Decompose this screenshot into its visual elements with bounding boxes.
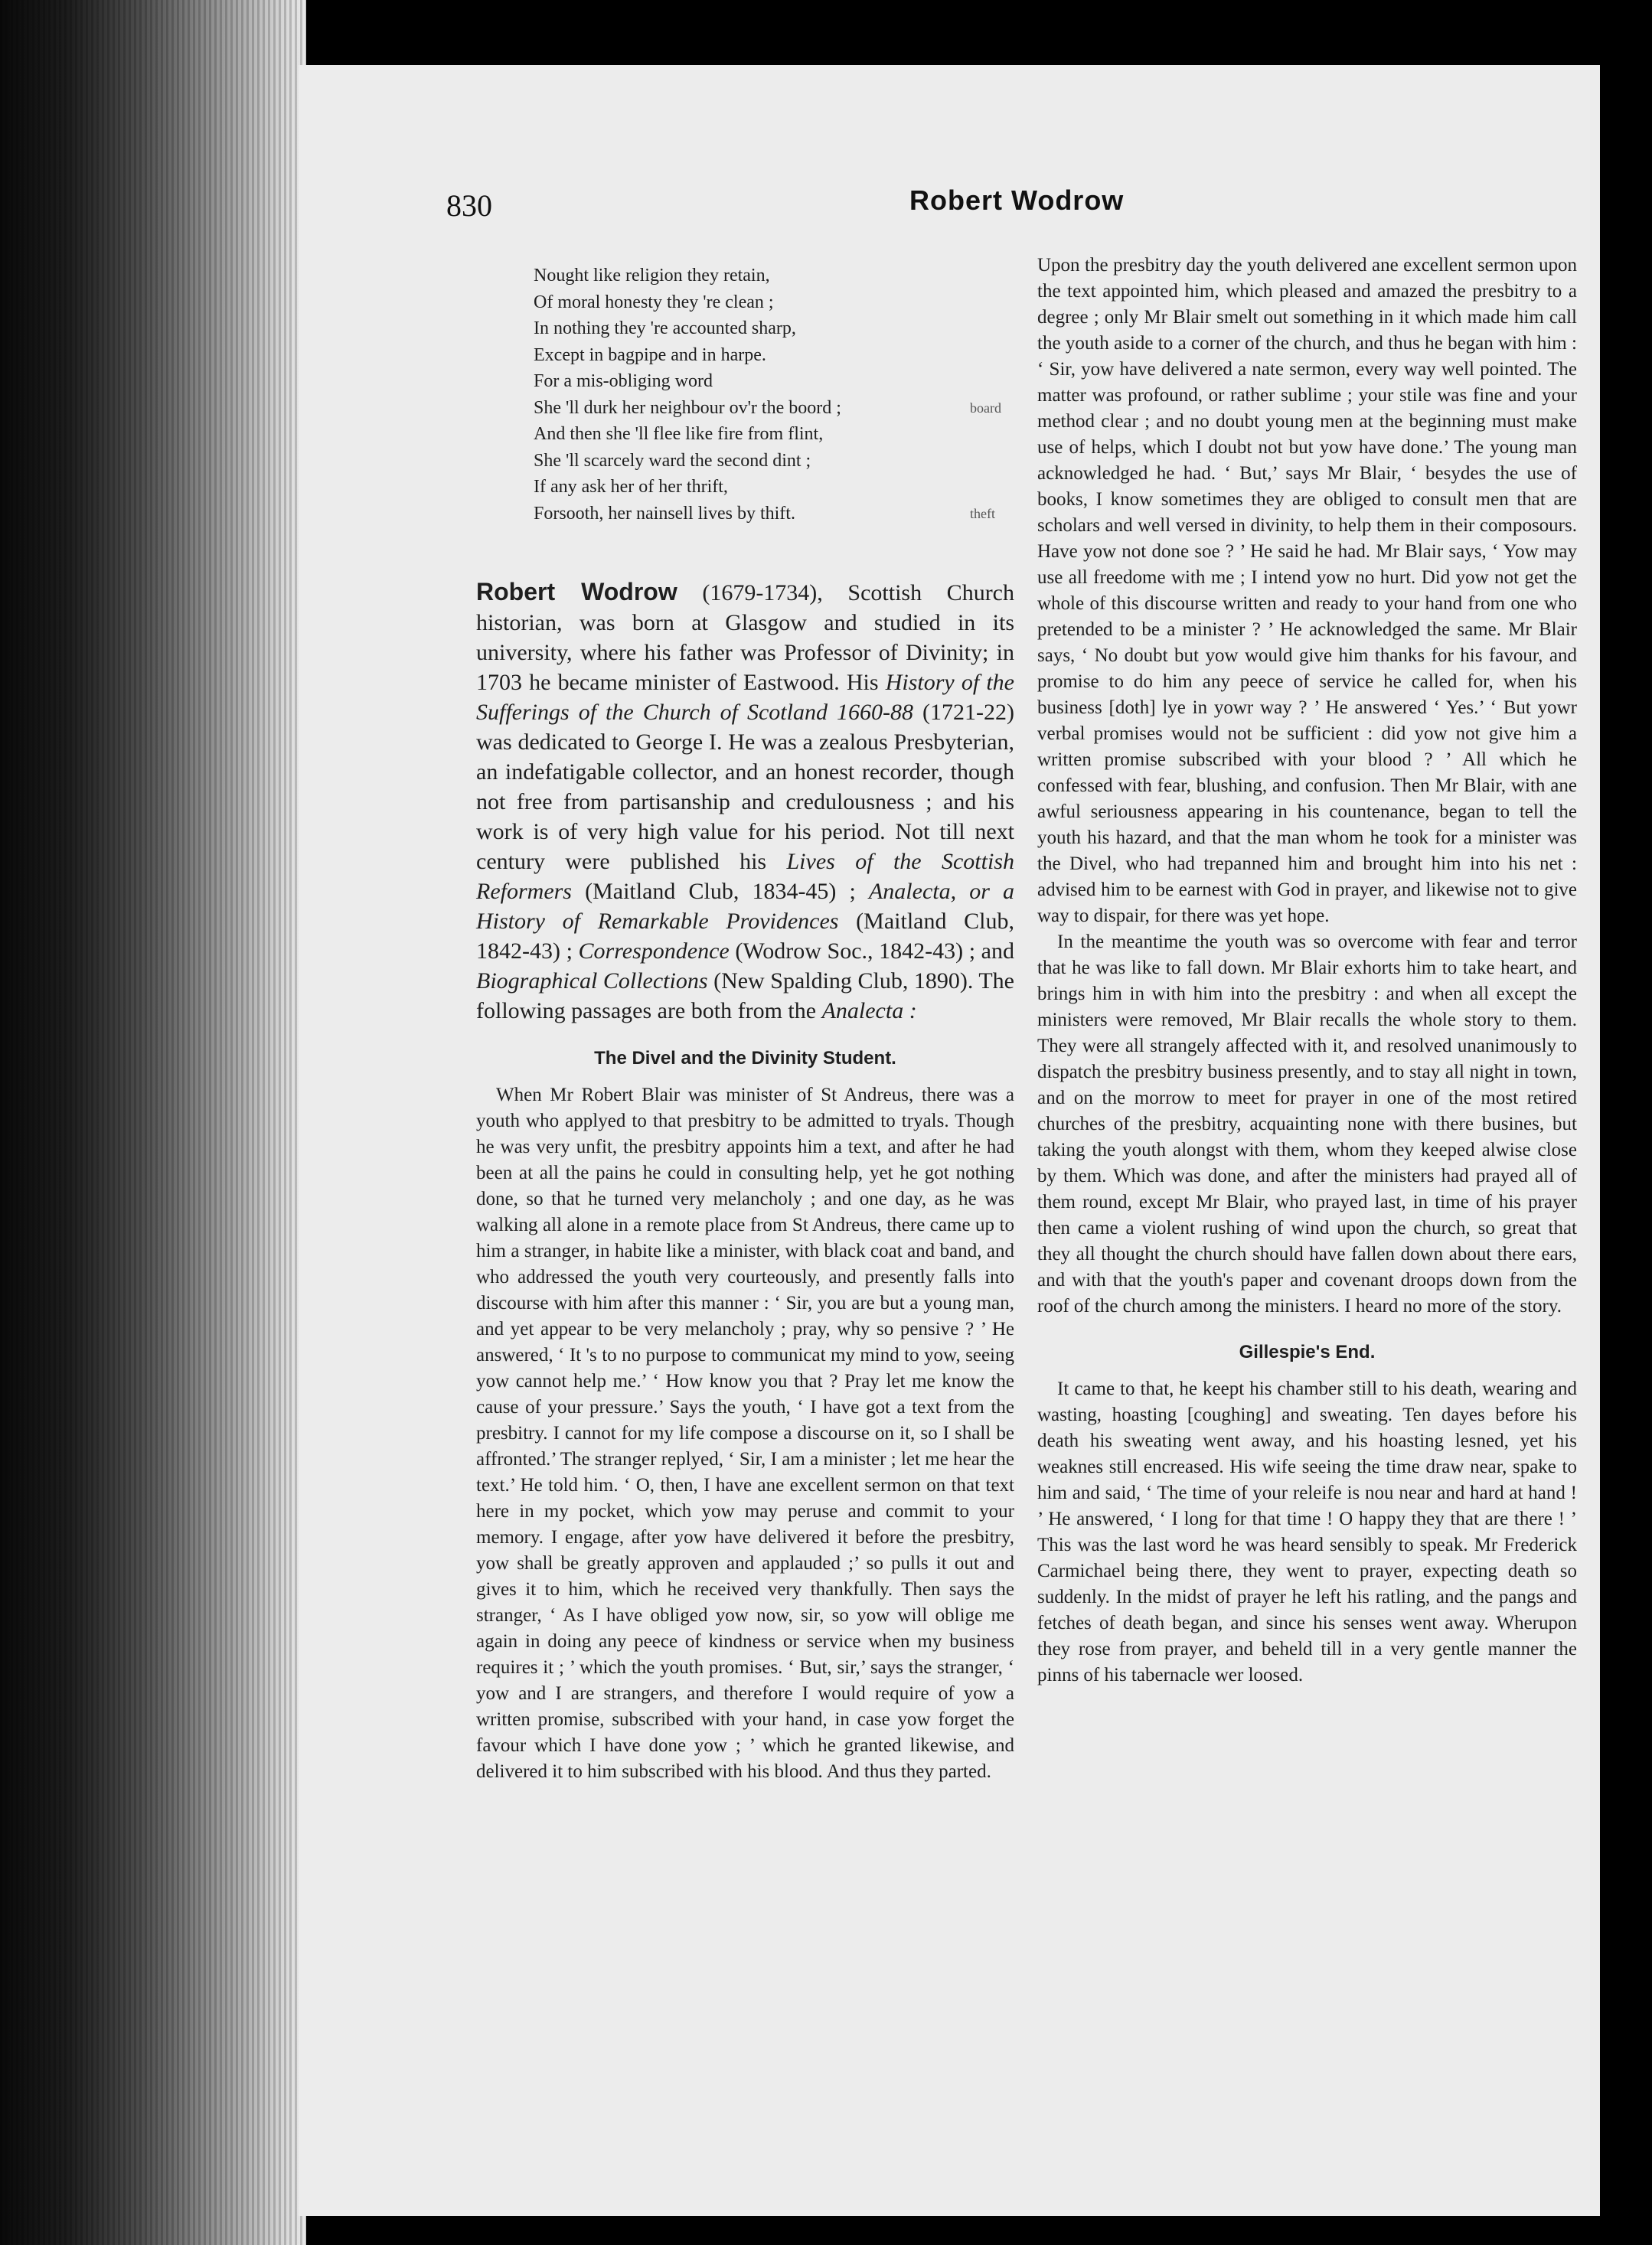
- section-title: Gillespie's End.: [1239, 1342, 1376, 1362]
- work-title: Analecta :: [821, 998, 917, 1023]
- paragraph: In the meantime the youth was so overcome with fear and terror that he was like to fall down. Mr Blair exhorts him to take heart, and brings him in with him into the presbitry : and when all except the ministers were removed, Mr Blair recalls the whole story to them. They were all strangely affected with it, and resolved unanimously to dispatch the presbitry business presently, and to stay all night in town, and on the morrow to meet for prayer in one of the most retired churches of the presbitry, acquainting none with there busines, but taking the youth alongst with them, whom they keeped alwise close by them. Which was done, and after the ministers had prayed all of them round, except Mr Blair, who prayed last, in time of his prayer then came a violent rushing of wind upon the church, so great that they all thought the church should have fallen down about there ears, and with that the youth's paper and covenant droops down from the roof of the church among the ministers. I heard no more of the story.: [1037, 932, 1577, 1317]
- poem-line: She 'll durk her neighbour ov'r the boord ; board: [534, 395, 1014, 422]
- work-title: Biographical Collections: [476, 968, 708, 994]
- right-column: [1037, 253, 1577, 1689]
- left-column: [476, 256, 1014, 1785]
- poem-line: And then she 'll flee like fire from flint,: [534, 424, 824, 444]
- margin-gloss: theft: [970, 505, 995, 521]
- running-head: Robert Wodrow: [909, 184, 1125, 216]
- poem-line: Of moral honesty they 're clean ;: [534, 292, 774, 312]
- entry-headword: Robert Wodrow: [476, 578, 677, 605]
- poem-line: In nothing they 're accounted sharp,: [534, 318, 796, 338]
- paragraph: It came to that, he keept his chamber still to his death, wearing and wasting, hoasting [coughing] and sweating. Ten dayes before his death his sweating went away, and his hoasting lesned, yet his weaknes still encreased. His wife seeing the time draw near, spake to him and said, ‘ The time of your releife is nou near and hard at hand ! ’ He answered, ‘ I long for that time ! O happy they that are there ! ’ This was the last word he was heard sensibly to speak. Mr Frederick Carmichael being there, they went to prayer, expecting death so suddenly. In the midst of prayer he left his ratling, and the pangs and fetches of death began, and since his senses went away. Wherupon they rose from prayer, and beheld till in a very gentle manner the pinns of his tabernacle wer loosed.: [1037, 1379, 1577, 1685]
- paragraph: When Mr Robert Blair was minister of St Andreus, there was a youth who applyed to that presbitry to be admitted to tryals. Though he was very unfit, the presbitry appoints him a text, and after he had been at all the pains he could in consulting help, yet he got nothing done, so that he turned very melancholy ; and one day, as he was walking all alone in a remote place from St Andreus, there came up to him a stranger, in habite like a minister, with black coat and band, and who addressed the youth very courteously, and presently falls into discourse with him after this manner : ‘ Sir, you are but a young man, and yet appear to be very melancholy ; pray, why so pensive ? ’ He answered, ‘ It 's to no purpose to communicat my mind to yow, seeing yow cannot help me.’ ‘ How know you that ? Pray let me know the cause of your pressure.’ Says the youth, ‘ I have got a text from the presbitry. I cannot for my life compose a discourse on it, so I shall be affronted.’ The stranger replyed, ‘ Sir, I am a minister ; let me hear the text.’ He told him. ‘ O, then, I have ane excellent sermon on that text here in my pocket, which yow may peruse and commit to your memory. I engage, after yow have delivered it before the presbitry, yow shall be greatly approven and applauded ;’ so pulls it out and gives it to him, which he received very thankfully. Then says the stranger, ‘ As I have obliged yow now, sir, so yow will oblige me again in doing any peece of kindness or service when my business requires it ; ’ which the youth promises. ‘ But, sir,’ says the stranger, ‘ yow and I are strangers, and therefore I would require of yow a written promise, subscribed with your hand, in case yow forget the favour which I have done yow ; ’ which he granted likewise, and delivered it to him subscribed with his blood. And thus they parted.: [476, 1085, 1014, 1782]
- poem-line: Forsooth, her nainsell lives by thift. theft: [534, 501, 1014, 527]
- poem-line: Except in bagpipe and in harpe.: [534, 344, 766, 365]
- paragraph: Upon the presbitry day the youth delivered ane excellent sermon upon the text appointed him, which pleased and amazed the presbitry to a degree ; only Mr Blair smelt out something in it which made him call the youth aside to a corner of the church, and thus he began with him : ‘ Sir, yow have delivered a nate sermon, every way well pointed. The matter was profound, or rather sublime ; your stile was fine and your method clear ; and no doubt young men at the beginning must make use of helps, which I doubt not but yow have done.’ The young man acknowledged he had. ‘ But,’ says Mr Blair, ‘ besydes the use of books, I know sometimes they are obliged to consult men that are scholars and well versed in divinity, to help them in their composours. Have yow not done soe ? ’ He said he had. Mr Blair says, ‘ Yow may use all freedome with me ; I intend yow no hurt. Did yow not get the whole of this discourse written and ready to your hand from one who pretended to be a minister ? ’ He acknowledged the same. Mr Blair says, ‘ No doubt but yow would give him thanks for his favour, and promise to do him any peece of service he called for, when his business [doth] lye in yowr way ? ’ He answered ‘ Yes.’ ‘ But yowr verbal promises would not be sufficient : did yow not give him a written promise subscribed with your blood ? ’ All which he confessed with fear, blushing, and confusion. Then Mr Blair, with ane awful seriousness appearing in his countenance, began to tell the youth his hazard, and that the man whom he took for a minister was the Divel, who had trepanned him and brought him into his net : advised him to be earnest with God in prayer, and likewise not to give way to dispair, for there was yet hope.: [1037, 255, 1577, 926]
- page-number: 830: [446, 188, 492, 223]
- work-title: Correspondence: [578, 938, 730, 964]
- biographical-entry: Robert Wodrow (1679-1734), Scottish Church historian, was born at Glasgow and studied in its university, where his father was Professor of Divinity; in 1703 he became minister of Eastwood. His History of the Sufferings of the Church of Scotland 1660-88 (1721-22) was dedicated to George I. He was a zealous Presbyterian, an indefatigable collector, and an honest recorder, though not free from partisanship and credulousness ; and his work is of very high value for his period. Not till next century were published his Lives of the Scottish Reformers (Maitland Club, 1834-45) ; Analecta, or a History of Remarkable Providences (Maitland Club, 1842-43) ; Correspondence (Wodrow Soc., 1842-43) ; and Biographical Collections (New Spalding Club, 1890). The following passages are both from the Analecta :: [476, 578, 1015, 1023]
- work-title: History of the Sufferings of the Church of Scotland 1660-88: [476, 670, 1014, 725]
- poem: [534, 263, 1014, 527]
- section-title: The Divel and the Divinity Student.: [594, 1048, 896, 1069]
- poem-line: For a mis-obliging word: [534, 371, 713, 391]
- poem-line: Nought like religion they retain,: [534, 266, 770, 286]
- margin-gloss: board: [970, 400, 1001, 416]
- book-spine-shadow: [0, 0, 306, 2245]
- poem-line: She 'll scarcely ward the second dint ;: [534, 450, 811, 471]
- work-title: Analecta, or a History of Remarkable Providences: [476, 879, 1014, 934]
- poem-line: If any ask her of her thrift,: [534, 477, 728, 497]
- work-title: Lives of the Scottish Reformers: [476, 849, 1014, 904]
